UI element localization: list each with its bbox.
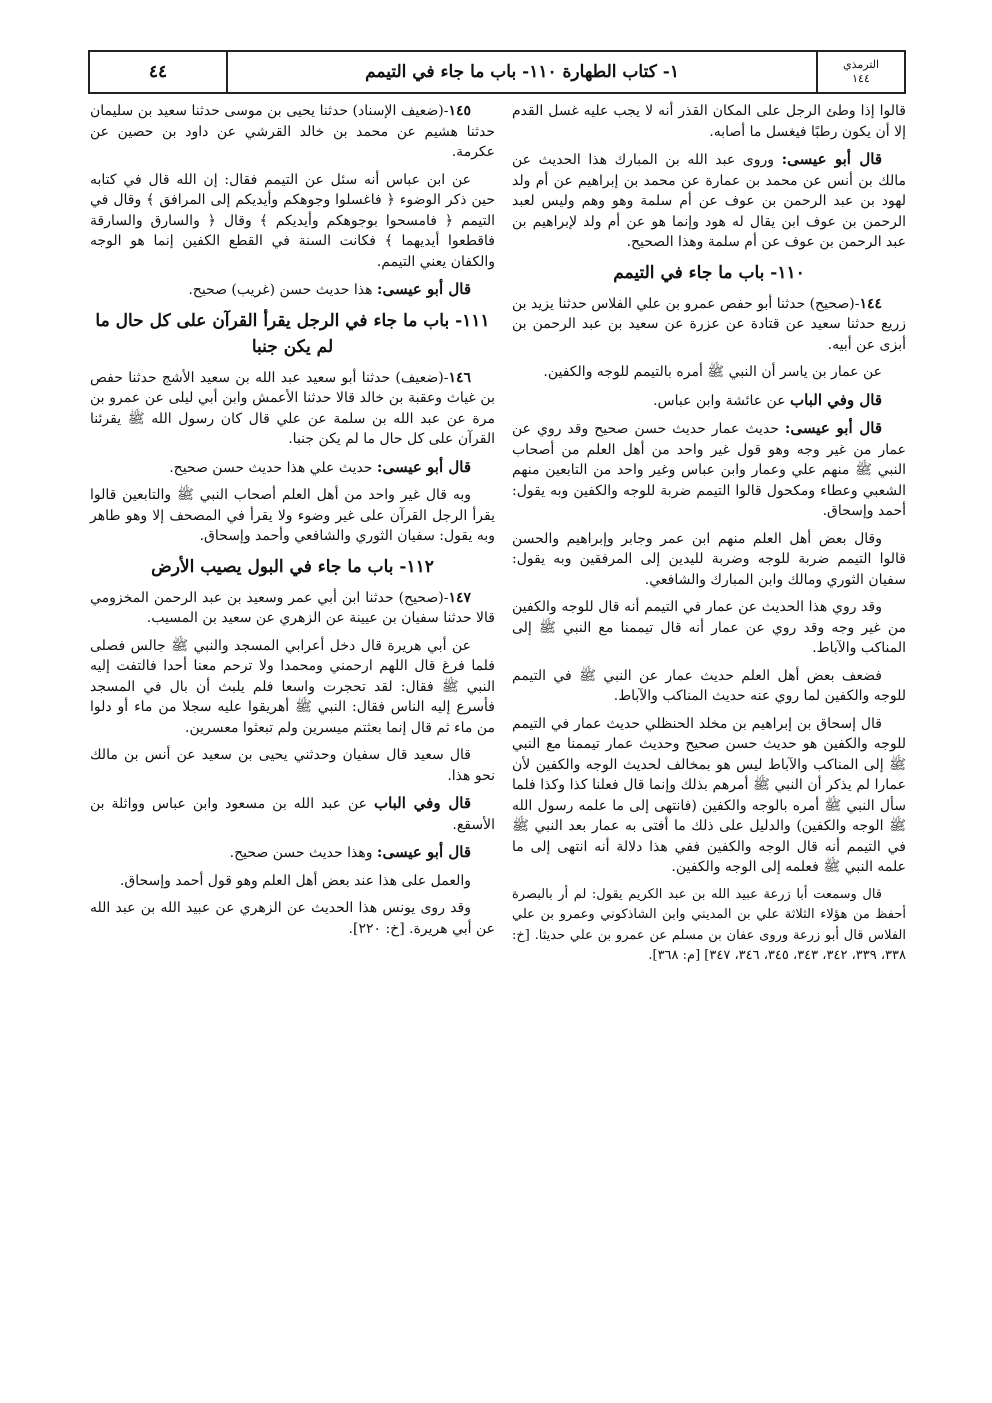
paragraph: قال أبو عيسى: حديث علي هذا حديث حسن صحيح.: [169, 457, 471, 476]
hadith-isnad: ١٤٥-(ضعيف الإسناد) حدثنا يحيى بن موسى حدثنا سعيد بن سليمان حدثنا هشيم عن محمد بن خالد القرشي عن داود بن حصين عن عكرمة.: [90, 103, 495, 160]
hadith-number: ١٤٦: [448, 369, 471, 386]
paragraph: قال سعيد قال سفيان وحدثني يحيى بن سعيد عن أنس بن مالك نحو هذا.: [90, 747, 495, 784]
book-hadith-number: ١٤٤: [852, 72, 870, 85]
page-number: ٤٤: [90, 52, 228, 92]
qala-abu-isa-label: قال أبو عيسى:: [376, 280, 471, 298]
hadith-isnad: ١٤٦-(ضعيف) حدثنا أبو سعيد عبد الله بن سعيد الأشج حدثنا حفص بن غياث وعقبة بن خالد قالا حدثنا الأعمش وابن أبي ليلى عن عمرو بن مرة عن عبد الله بن سلمة عن علي قال كان رسول الله ﷺ يقرئنا القرآن على كل حال ما لم يكن جنبا.: [90, 369, 495, 447]
paragraph: وقال بعض أهل العلم منهم ابن عمر وجابر وإبراهيم والحسن قالوا التيمم ضربة للوجه وضربة لليدين إلى المرفقين وبه يقول: سفيان الثوري ومالك وابن المبارك والشافعي.: [512, 530, 906, 588]
paragraph: وبه قال غير واحد من أهل العلم أصحاب النبي ﷺ والتابعين قالوا يقرأ الرجل القرآن على غير وضوء ولا يقرأ في المصحف إلا وهو طاهر وبه يقول: سفيان الثوري والشافعي وأحمد وإسحاق.: [90, 487, 495, 544]
right-column: [512, 101, 906, 974]
paragraph: قال إسحاق بن إبراهيم بن مخلد الحنظلي حديث عمار في التيمم للوجه والكفين هو حديث حسن صحيح وحديث عمار تيممنا مع النبي ﷺ إلى المناكب والآباط ليس هو بمخالف لحديث الوجه والكفين لأن عمارا لم يذكر أن النبي ﷺ أمرهم بذلك وإنما قال فعلنا كذا وكذا فلما سأل النبي ﷺ أمره بالوجه والكفين (فانتهى إلى ما علمه رسول الله ﷺ الوجه والكفين) والدليل على ذلك ما أفتى به عمار بعد النبي ﷺ في التيمم أنه قال الوجه والكفين ففي هذا دلالة أنه انتهى إلى ما علمه النبي ﷺ فعلمه إلى الوجه والكفين.: [512, 715, 906, 875]
left-column: [90, 101, 495, 946]
book-reference: [816, 52, 904, 92]
hadith-number: ١٤٥: [448, 103, 471, 119]
paragraph: وقد روى يونس هذا الحديث عن الزهري عن عبيد الله بن عبد الله عن أبي هريرة. [خ: ٢٢٠].: [90, 900, 495, 937]
hadith-matn: عن عمار بن ياسر أن النبي ﷺ أمره بالتيمم للوجه والكفين.: [543, 364, 882, 380]
paragraph: قالوا إذا وطئ الرجل على المكان القذر أنه لا يجب عليه غسل القدم إلا أن يكون رطبًا فيغسل ما أصابه.: [512, 103, 906, 140]
qala-abu-isa-label: قال أبو عيسى:: [784, 419, 883, 437]
hadith-number: ١٤٧: [448, 589, 471, 606]
hadith-number: ١٤٤: [859, 295, 882, 312]
hadith-matn: عن أبي هريرة قال دخل أعرابي المسجد والنبي ﷺ جالس فصلى فلما فرغ قال اللهم ارحمني ومحمدا ولا ترحم معنا أحدا فالتفت إليه النبي ﷺ فقال: لقد تحجرت واسعا فلم يلبث أن بال في المسجد فأسرع إليه الناس فقال: النبي ﷺ أهريقوا عليه سجلا من ماء أو دلوا من ماء ثم قال إنما بعثتم ميسرين ولم تبعثوا معسرين.: [90, 637, 495, 736]
qala-abu-isa-label: قال أبو عيسى:: [376, 843, 471, 861]
chapter-heading: ١١٠- باب ما جاء في التيمم: [613, 262, 805, 283]
paragraph: فضعف بعض أهل العلم حديث عمار عن النبي ﷺ في التيمم للوجه والكفين لما روي عنه حديث المناكب والآباط.: [512, 667, 906, 704]
chapter-heading: ١١١- باب ما جاء في الرجل يقرأ القرآن على كل حال ما لم يكن جنبا: [95, 310, 490, 357]
paragraph: قال أبو عيسى: هذا حديث حسن (غريب) صحيح.: [188, 280, 471, 298]
hadith-isnad: ١٤٧-(صحيح) حدثنا ابن أبي عمر وسعيد بن عبد الرحمن المخزومي قالا حدثنا سفيان بن عيينة عن الزهري عن سعيد بن المسيب.: [90, 589, 495, 626]
paragraph: قال وسمعت أبا زرعة عبيد الله بن عبد الكريم يقول: لم أر بالبصرة أحفظ من هؤلاء الثلاثة علي بن المديني وابن الشاذكوني وعمرو بن علي الفلاس قال أبو زرعة وروى عفان بن مسلم عن عمرو بن علي حديثا. [خ: ٣٣٨، ٣٣٩، ٣٤٢، ٣٤٣، ٣٤٥، ٣٤٦، ٣٤٧] [م: ٣٦٨].: [512, 886, 906, 963]
chapter-heading: ١١٢- باب ما جاء في البول يصيب الأرض: [151, 556, 434, 577]
paragraph: قال وفي الباب عن عبد الله بن مسعود وابن عباس وواثلة بن الأسقع.: [90, 794, 495, 833]
book-name: الترمذي: [842, 58, 880, 71]
hadith-matn: عن ابن عباس أنه سئل عن التيمم فقال: إن الله قال في كتابه حين ذكر الوضوء ﴿ فاغسلوا وجوهكم وأيديكم إلى المرافق ﴾ وقال في التيمم ﴿ فامسحوا بوجوهكم وأيديكم ﴾ وقال ﴿ والسارق والسارقة فاقطعوا أيديهما ﴾ فكانت السنة في القطع الكفين إنما هو الوجه والكفان يعني التيمم.: [90, 171, 495, 270]
bab-label: قال وفي الباب: [373, 794, 471, 812]
qala-abu-isa-label: قال أبو عيسى:: [781, 150, 882, 168]
paragraph: وقد روي هذا الحديث عن عمار في التيمم أنه قال للوجه والكفين من غير وجه وقد روي عن عمار أنه قال تيممنا مع النبي ﷺ إلى المناكب والآباط.: [512, 599, 906, 656]
paragraph: قال أبو عيسى: وروى عبد الله بن المبارك هذا الحديث عن مالك بن أنس عن محمد بن عمارة عن محمد بن إبراهيم عن أم ولد لهود بن عبد الرحمن بن عوف عن أم سلمة وهو وهم وليس لعبد الرحمن بن عوف ابن يقال له هود وإنما هو عن أم ولد لإبراهيم بن عبد الرحمن بن عوف عن أم سلمة وهذا الصحيح.: [512, 150, 906, 250]
paragraph: قال أبو عيسى: حديث عمار حديث حسن صحيح وقد روي عن عمار من غير وجه وهو قول غير واحد من أهل العلم من أصحاب النبي ﷺ منهم علي وعمار وابن عباس وغير واحد من التابعين منهم الشعبي وعطاء ومكحول قالوا التيمم ضربة للوجه والكفين وبه يقول: أحمد وإسحاق.: [512, 419, 906, 519]
hadith-isnad: ١٤٤-(صحيح) حدثنا أبو حفص عمرو بن علي الفلاس حدثنا يزيد بن زريع حدثنا سعيد عن قتادة عن عزرة عن سعيد بن عبد الرحمن بن أبزى عن أبيه.: [512, 295, 906, 353]
running-title: ١- كتاب الطهارة ١١٠- باب ما جاء في التيمم: [365, 62, 679, 82]
bab-label: قال وفي الباب: [790, 390, 882, 409]
paragraph: قال أبو عيسى: وهذا حديث حسن صحيح.: [229, 843, 471, 861]
qala-abu-isa-label: قال أبو عيسى:: [376, 457, 471, 476]
paragraph: قال وفي الباب عن عائشة وابن عباس.: [653, 390, 882, 409]
page-header: [88, 50, 906, 94]
paragraph: والعمل على هذا عند بعض أهل العلم وهو قول أحمد وإسحاق.: [119, 872, 471, 889]
